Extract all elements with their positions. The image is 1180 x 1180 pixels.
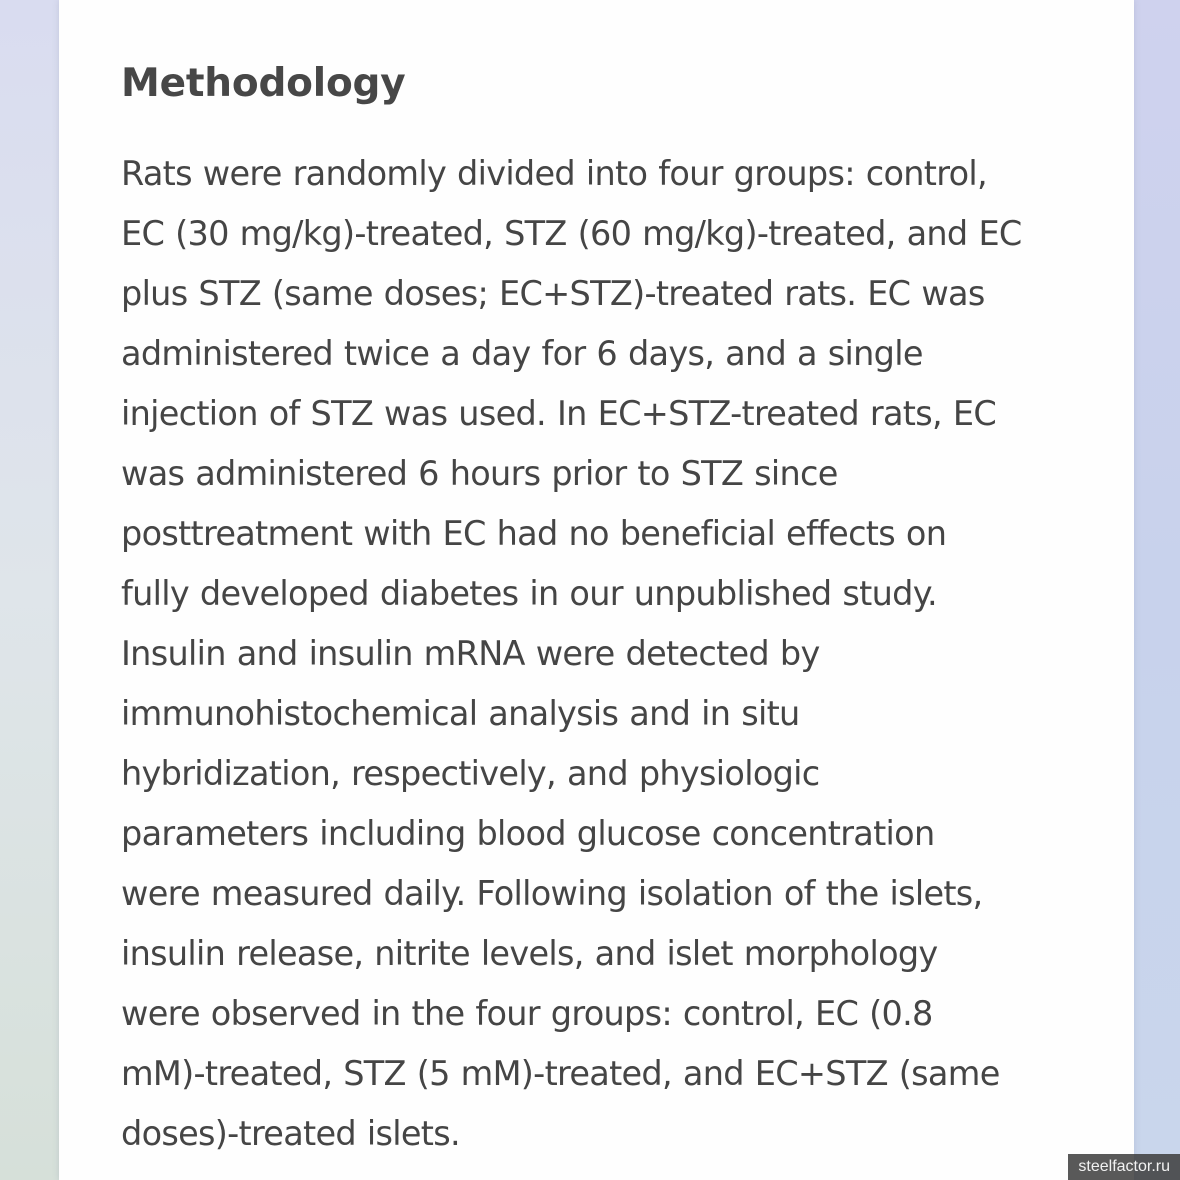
paragraph-line: administered twice a day for 6 days, and a single bbox=[121, 334, 923, 373]
section-heading: Methodology bbox=[121, 61, 406, 106]
paragraph-line: plus STZ (same doses; EC+STZ)-treated rats. EC was bbox=[121, 274, 985, 313]
methodology-paragraph bbox=[121, 144, 1081, 1164]
paragraph-line: Rats were randomly divided into four groups: control, bbox=[121, 154, 987, 193]
methodology-section bbox=[121, 56, 1081, 1164]
paragraph-line: were observed in the four groups: control, EC (0.8 bbox=[121, 994, 933, 1033]
paragraph-line: Insulin and insulin mRNA were detected by bbox=[121, 634, 820, 673]
watermark-label: steelfactor.ru bbox=[1068, 1154, 1180, 1180]
paragraph-line: fully developed diabetes in our unpublished study. bbox=[121, 574, 938, 613]
paragraph-line: doses)-treated islets. bbox=[121, 1114, 460, 1153]
paragraph-line: mM)-treated, STZ (5 mM)-treated, and EC+STZ (same bbox=[121, 1054, 1000, 1093]
paragraph-line: was administered 6 hours prior to STZ since bbox=[121, 454, 838, 493]
background-right-strip bbox=[1134, 0, 1180, 1180]
paragraph-line: hybridization, respectively, and physiologic bbox=[121, 754, 820, 793]
paragraph-line: parameters including blood glucose concentration bbox=[121, 814, 935, 853]
paragraph-line: immunohistochemical analysis and in situ bbox=[121, 694, 800, 733]
paragraph-line: injection of STZ was used. In EC+STZ-treated rats, EC bbox=[121, 394, 997, 433]
paragraph-line: EC (30 mg/kg)-treated, STZ (60 mg/kg)-treated, and EC bbox=[121, 214, 1022, 253]
paragraph-line: insulin release, nitrite levels, and islet morphology bbox=[121, 934, 938, 973]
paragraph-line: were measured daily. Following isolation of the islets, bbox=[121, 874, 983, 913]
paragraph-line: posttreatment with EC had no beneficial effects on bbox=[121, 514, 947, 553]
content-card bbox=[59, 0, 1134, 1180]
background-left-strip bbox=[0, 0, 59, 1180]
